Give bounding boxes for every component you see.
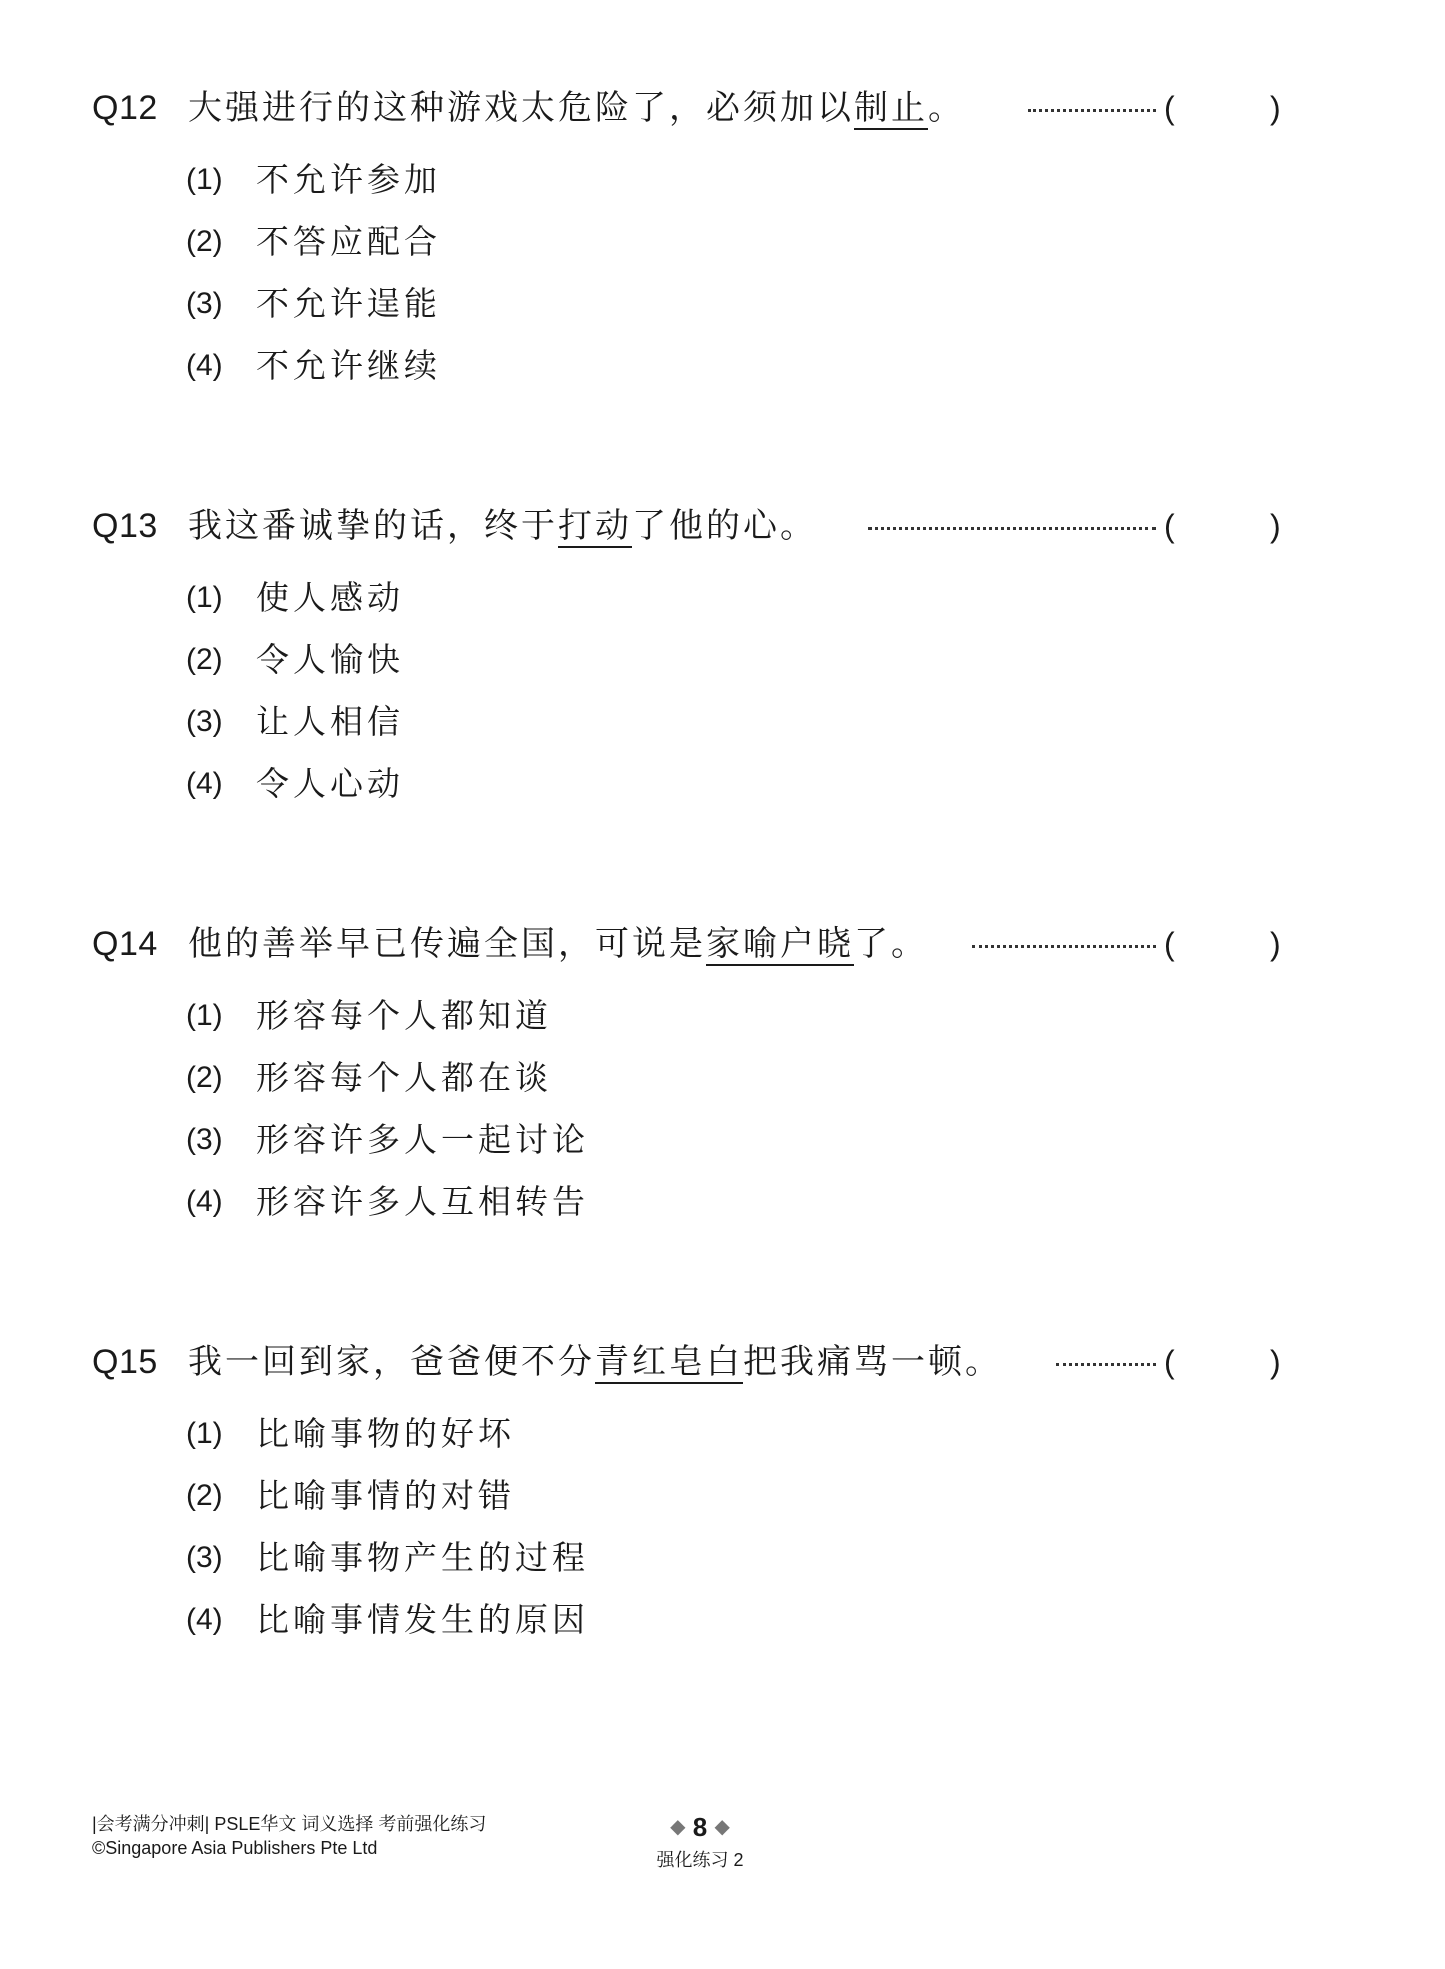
question-stem <box>188 914 928 974</box>
diamond-left-icon: ◆ <box>670 1816 686 1838</box>
option-item <box>0 1048 1000 1108</box>
option-text: 令人心动 <box>256 764 404 803</box>
dotted-leader <box>972 914 1156 974</box>
option-text: 形容许多人一起讨论 <box>256 1120 589 1159</box>
option-number: (3) <box>186 1541 223 1574</box>
option-item <box>0 1110 1000 1170</box>
option-item <box>0 630 1000 690</box>
stem-text-after: 了他的心。 <box>632 506 817 546</box>
section-label: 强化练习 2 <box>656 1850 744 1870</box>
answer-paren-open: ( <box>1164 926 1175 962</box>
option-text: 不答应配合 <box>256 222 441 261</box>
dotted-leader <box>868 496 1156 556</box>
answer-paren-close: ) <box>1270 1344 1281 1380</box>
option-text: 不允许逞能 <box>256 284 441 323</box>
dotted-leader <box>1056 1332 1156 1392</box>
option-item <box>0 1528 1000 1588</box>
footer-page-info <box>620 1812 780 1874</box>
option-number: (1) <box>186 581 223 614</box>
option-number: (1) <box>186 999 223 1032</box>
option-item <box>0 986 1000 1046</box>
question-number: Q15 <box>92 1343 158 1381</box>
option-item <box>0 692 1000 752</box>
option-number: (3) <box>186 705 223 738</box>
dotted-leader <box>1028 78 1156 138</box>
option-number: (4) <box>186 1185 223 1218</box>
answer-paren-open: ( <box>1164 90 1175 126</box>
question-stem <box>188 496 817 556</box>
page-number: 8 <box>692 1812 708 1842</box>
option-text: 不允许继续 <box>256 346 441 385</box>
underlined-term: 青红皂白 <box>595 1342 743 1382</box>
question-stem-row <box>0 78 1445 138</box>
copyright-text: ©Singapore Asia Publishers Pte Ltd <box>92 1838 378 1858</box>
option-number: (2) <box>186 225 223 258</box>
option-item <box>0 1466 1000 1526</box>
question-stem-row <box>0 914 1445 974</box>
page-number-row <box>620 1812 780 1842</box>
option-number: (3) <box>186 1123 223 1156</box>
question-stem-row <box>0 1332 1445 1392</box>
option-number: (4) <box>186 767 223 800</box>
option-text: 比喻事物产生的过程 <box>256 1538 589 1577</box>
stem-text-after: 。 <box>928 88 965 128</box>
option-text: 比喻事情发生的原因 <box>256 1600 589 1639</box>
diamond-right-icon: ◆ <box>714 1816 730 1838</box>
option-number: (4) <box>186 349 223 382</box>
answer-paren-open: ( <box>1164 1344 1175 1380</box>
answer-paren-close: ) <box>1270 926 1281 962</box>
option-item <box>0 212 1000 272</box>
question-number: Q14 <box>92 925 158 963</box>
stem-text-before: 我这番诚挚的话，终于 <box>188 506 558 546</box>
stem-text-before: 大强进行的这种游戏太危险了，必须加以 <box>188 88 854 128</box>
question-stem <box>188 1332 1002 1392</box>
option-item <box>0 150 1000 210</box>
option-item <box>0 1404 1000 1464</box>
option-number: (3) <box>186 287 223 320</box>
footer-publisher-info <box>92 1812 486 1860</box>
option-number: (4) <box>186 1603 223 1636</box>
answer-paren-close: ) <box>1270 508 1281 544</box>
question-stem <box>188 78 965 138</box>
underlined-term: 打动 <box>558 506 632 546</box>
question-number: Q12 <box>92 89 158 127</box>
option-item <box>0 1590 1000 1650</box>
option-number: (2) <box>186 643 223 676</box>
option-text: 形容许多人互相转告 <box>256 1182 589 1221</box>
stem-text-after: 了。 <box>854 924 928 964</box>
option-text: 让人相信 <box>256 702 404 741</box>
option-item <box>0 274 1000 334</box>
option-text: 比喻事情的对错 <box>256 1476 515 1515</box>
option-text: 形容每个人都知道 <box>256 996 552 1035</box>
answer-paren-close: ) <box>1270 90 1281 126</box>
option-text: 令人愉快 <box>256 640 404 679</box>
option-text: 比喻事物的好坏 <box>256 1414 515 1453</box>
option-number: (2) <box>186 1061 223 1094</box>
option-number: (2) <box>186 1479 223 1512</box>
stem-text-after: 把我痛骂一顿。 <box>743 1342 1002 1382</box>
underlined-term: 家喻户晓 <box>706 924 854 964</box>
question-stem-row <box>0 496 1445 556</box>
option-item <box>0 336 1000 396</box>
option-item <box>0 754 1000 814</box>
option-item <box>0 568 1000 628</box>
option-item <box>0 1172 1000 1232</box>
option-number: (1) <box>186 1417 223 1450</box>
option-text: 使人感动 <box>256 578 404 617</box>
book-title: |会考满分冲刺| PSLE华文 词义选择 考前强化练习 <box>92 1814 487 1834</box>
stem-text-before: 他的善举早已传遍全国，可说是 <box>188 924 706 964</box>
underlined-term: 制止 <box>854 88 928 128</box>
option-text: 不允许参加 <box>256 160 441 199</box>
question-number: Q13 <box>92 507 158 545</box>
stem-text-before: 我一回到家，爸爸便不分 <box>188 1342 595 1382</box>
option-number: (1) <box>186 163 223 196</box>
option-text: 形容每个人都在谈 <box>256 1058 552 1097</box>
answer-paren-open: ( <box>1164 508 1175 544</box>
